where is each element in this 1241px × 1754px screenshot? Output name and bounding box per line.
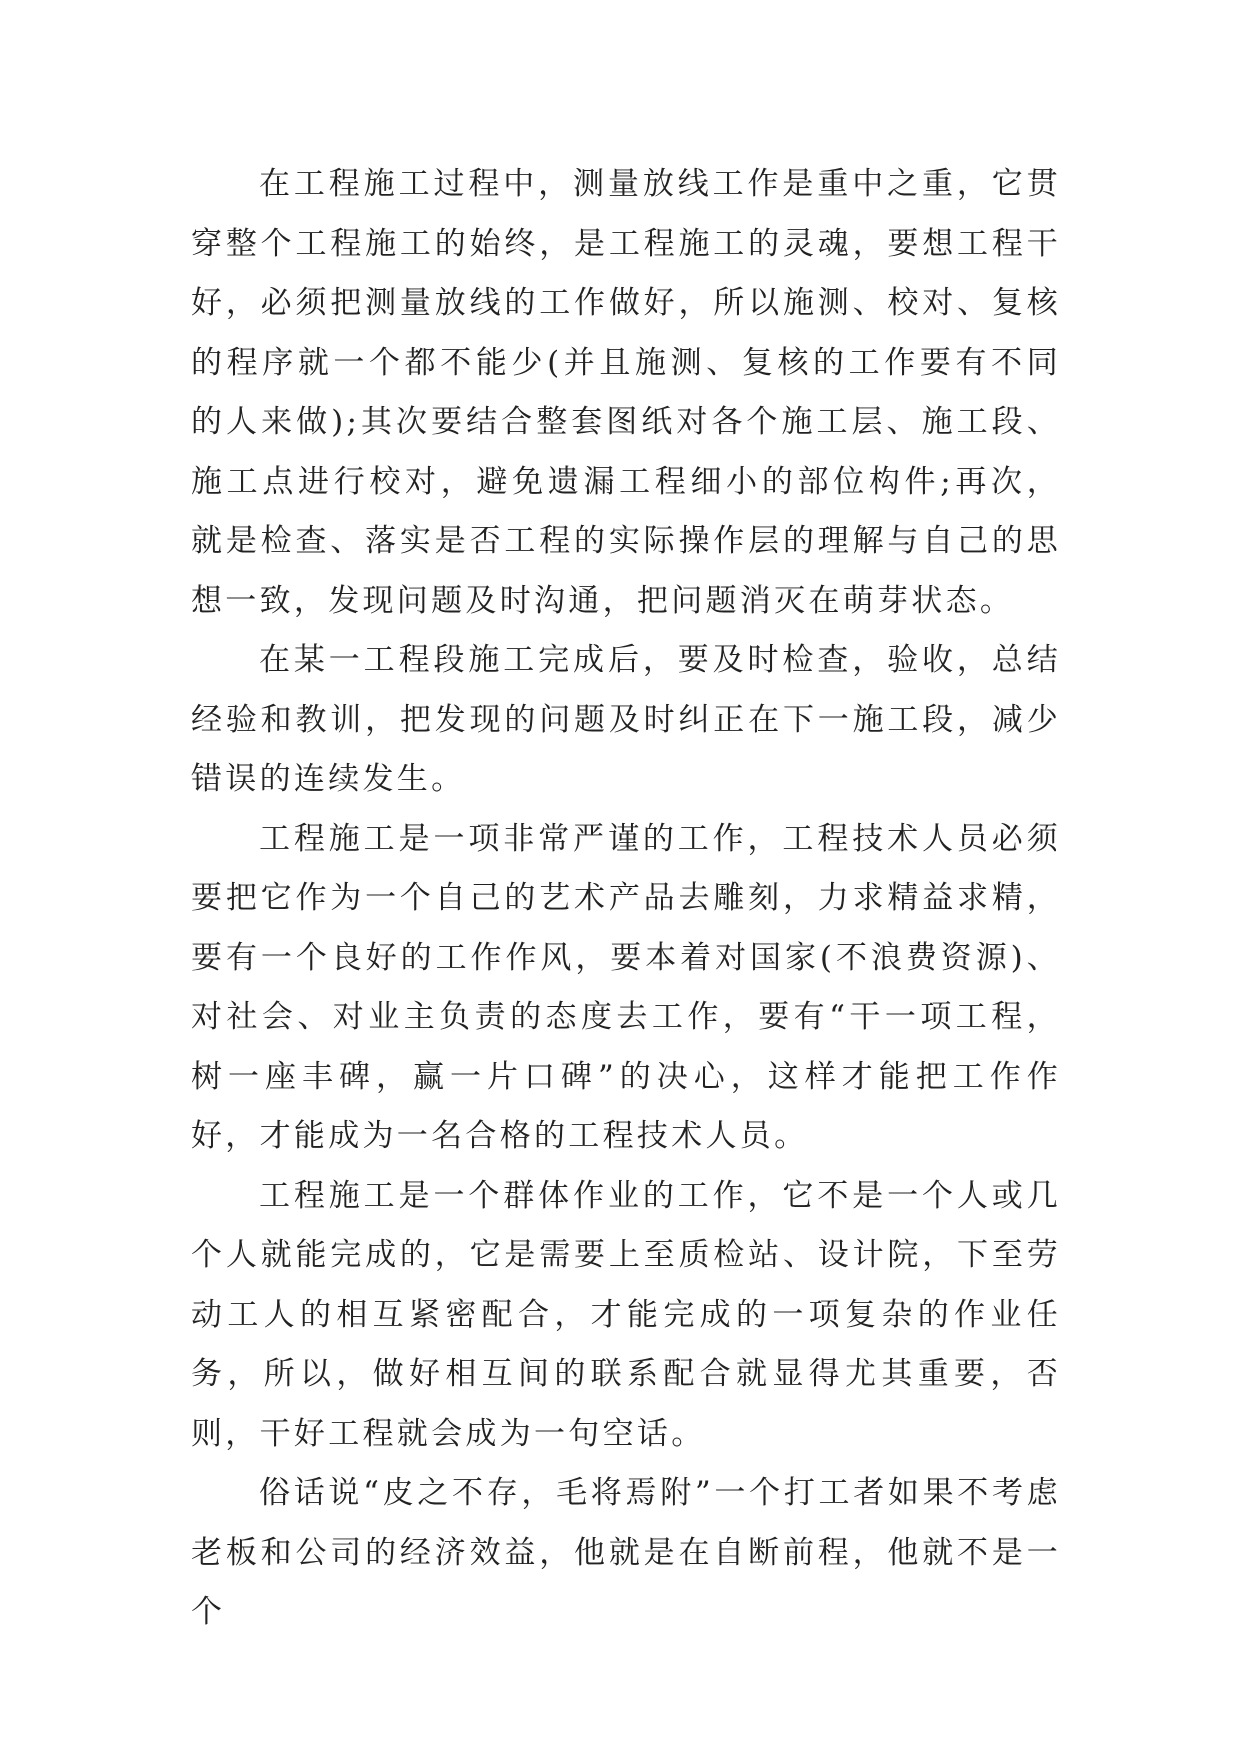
document-body bbox=[191, 155, 1061, 1643]
paragraph-4: 工程施工是一个群体作业的工作，它不是一个人或几个人就能完成的，它是需要上至质检站、设计院，下至劳动工人的相互紧密配合，才能完成的一项复杂的作业任务，所以，做好相互间的联系配合就显得尤其重要，否则，干好工程就会成为一句空话。 bbox=[191, 1177, 1061, 1452]
paragraph-5: 俗话说“皮之不存，毛将焉附”一个打工者如果不考虑老板和公司的经济效益，他就是在自断前程，他就不是一个 bbox=[191, 1475, 1061, 1630]
paragraph-1: 在工程施工过程中，测量放线工作是重中之重，它贯穿整个工程施工的始终，是工程施工的灵魂，要想工程干好，必须把测量放线的工作做好，所以施测、校对、复核的程序就一个都不能少(并且施测、复核的工作要有不同的人来做);其次要结合整套图纸对各个施工层、施工段、施工点进行校对，避免遗漏工程细小的部位构件;再次，就是检查、落实是否工程的实际操作层的理解与自己的思想一致，发现问题及时沟通，把问题消灭在萌芽状态。 bbox=[191, 166, 1061, 619]
paragraph-3: 工程施工是一项非常严谨的工作，工程技术人员必须要把它作为一个自己的艺术产品去雕刻，力求精益求精，要有一个良好的工作作风，要本着对国家(不浪费资源)、对社会、对业主负责的态度去工作，要有“干一项工程，树一座丰碑，赢一片口碑”的决心，这样才能把工作作好，才能成为一名合格的工程技术人员。 bbox=[191, 820, 1061, 1154]
paragraph-2: 在某一工程段施工完成后，要及时检查，验收，总结经验和教训，把发现的问题及时纠正在下一施工段，减少错误的连续发生。 bbox=[191, 642, 1061, 797]
